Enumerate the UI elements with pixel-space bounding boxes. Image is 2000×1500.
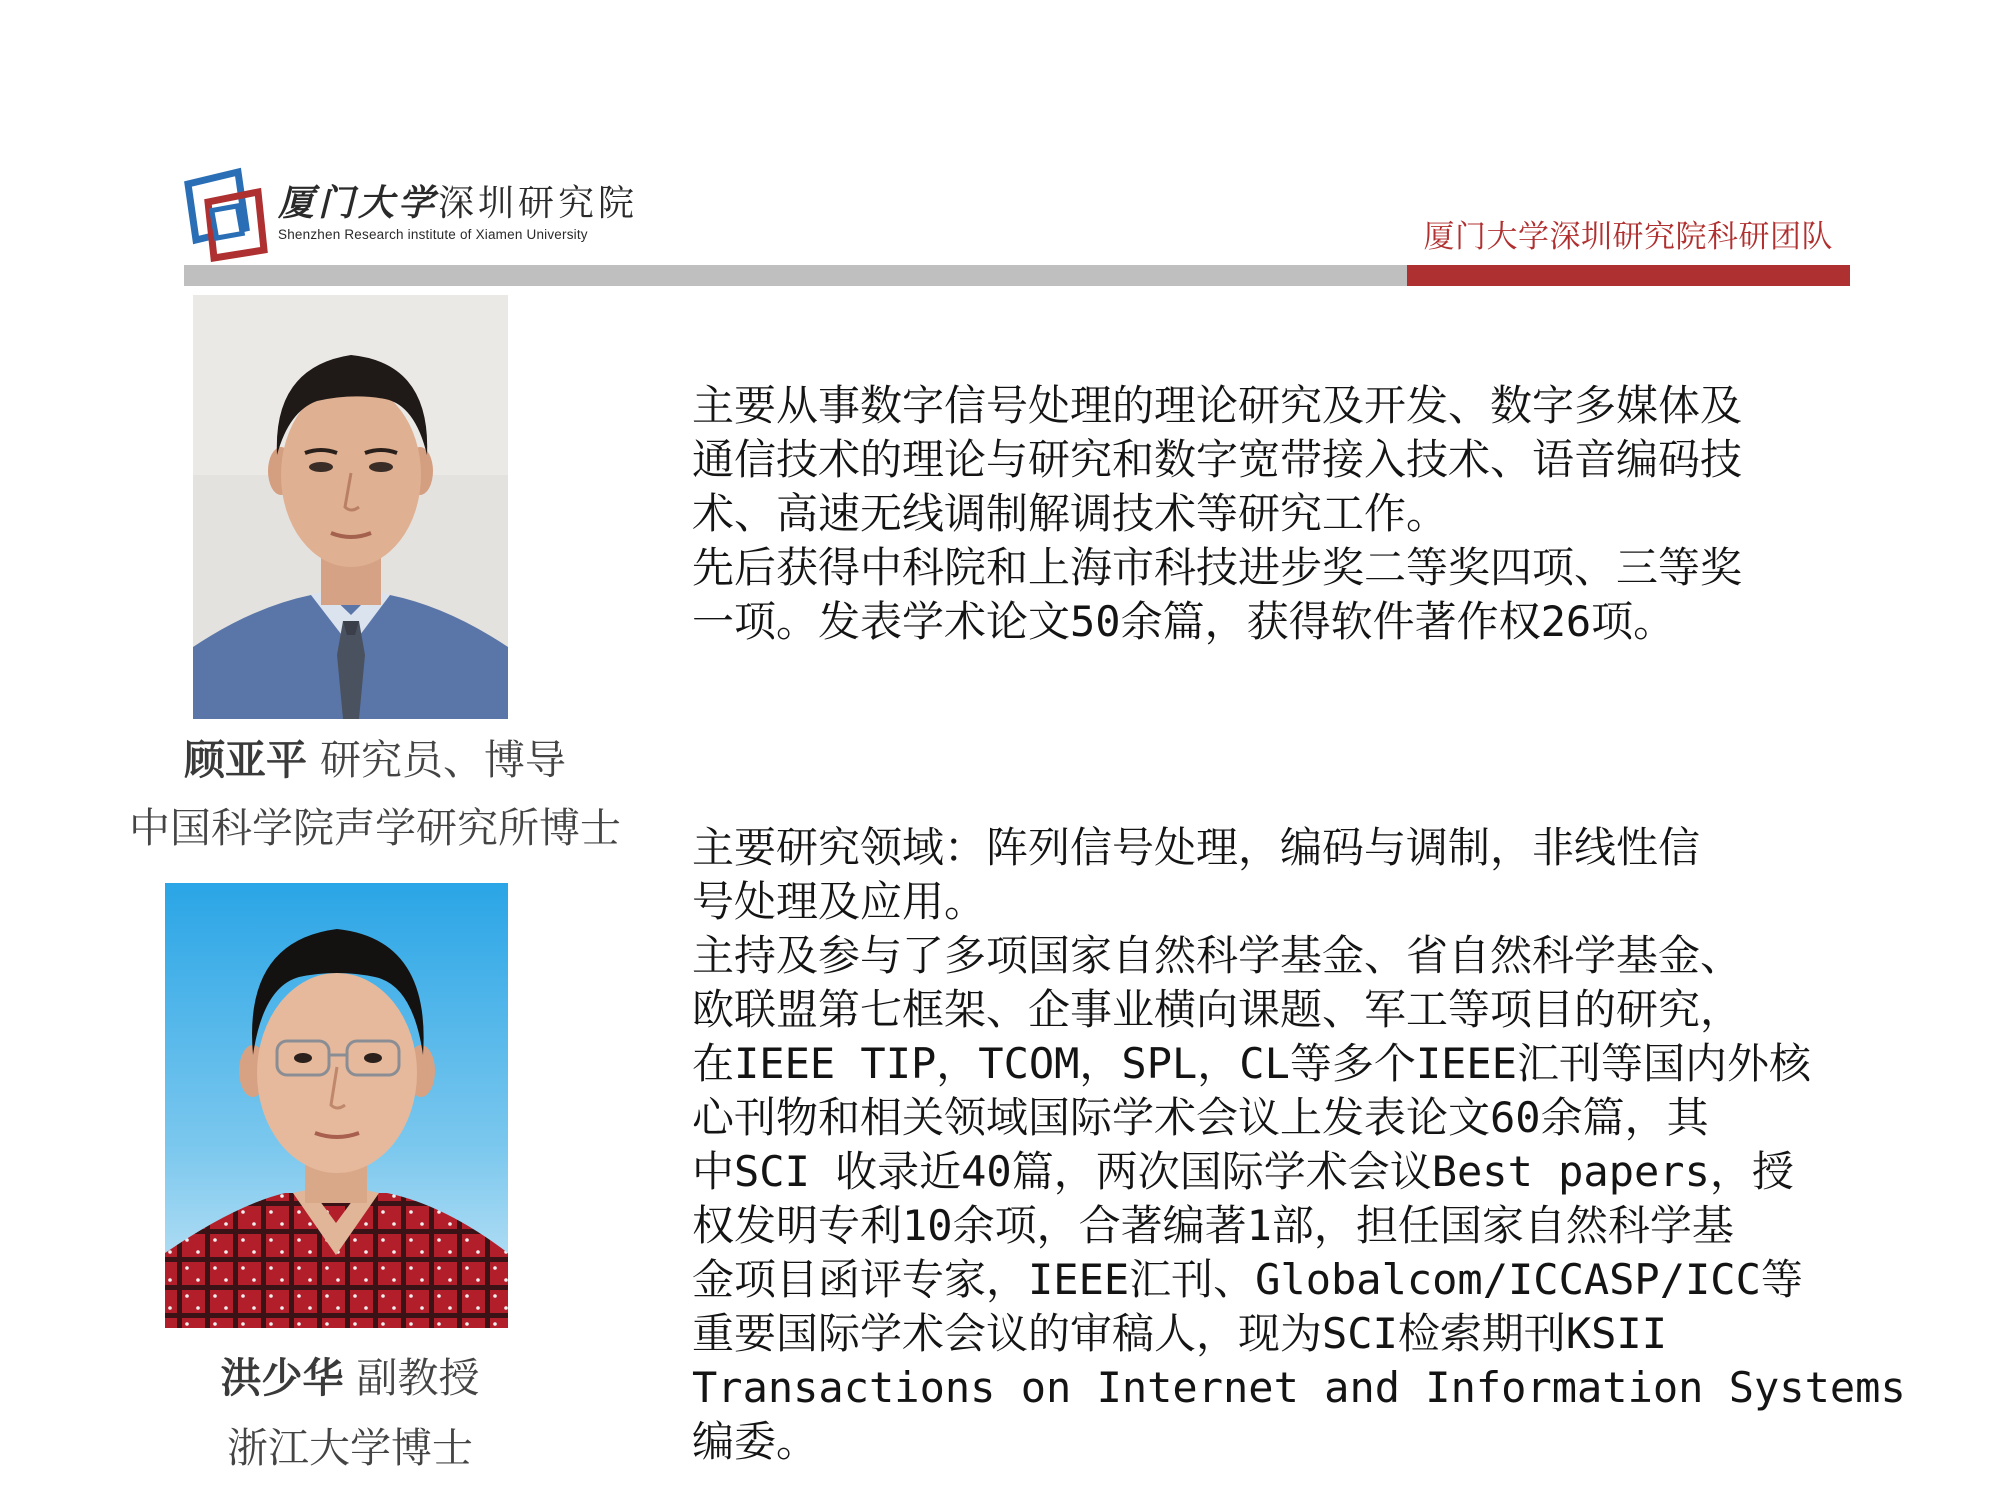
university-logo — [180, 162, 270, 262]
researcher-2-name-line — [150, 1348, 550, 1408]
researcher-2-name: 洪少华 — [220, 1354, 344, 1402]
researcher-1-name: 顾亚平 — [183, 736, 307, 784]
logo-university-name: 厦门大学 — [278, 182, 439, 224]
researcher-2-degree: 浙江大学博士 — [227, 1424, 473, 1472]
researcher-1-photo — [193, 295, 508, 719]
researcher-2-bio — [692, 821, 1906, 1469]
researcher-1-bio — [692, 379, 1852, 649]
bio-line: 号处理及应用。 — [692, 877, 987, 926]
bio-line: 主持及参与了多项国家自然科学基金、省自然科学基金、 — [692, 931, 1743, 980]
bio-line: 通信技术的理论与研究和数字宽带接入技术、语音编码技 — [692, 435, 1743, 484]
bio-line: 欧联盟第七框架、企事业横向课题、军工等项目的研究， — [692, 985, 1743, 1034]
researcher-1-name-line — [95, 730, 655, 790]
researcher-1-degree: 中国科学院声学研究所博士 — [129, 804, 621, 852]
bio-line: 编委。 — [692, 1417, 819, 1466]
header-rule-red — [1407, 265, 1850, 286]
team-title: 厦门大学深圳研究院科研团队 — [1423, 219, 1833, 255]
bio-line: 先后获得中科院和上海市科技进步奖二等奖四项、三等奖 — [692, 543, 1743, 592]
bio-line: 权发明专利10余项，合著编著1部，担任国家自然科学基 — [692, 1201, 1734, 1250]
bio-line: 心刊物和相关领域国际学术会议上发表论文60余篇，其 — [692, 1093, 1709, 1142]
researcher-2-title: 副教授 — [343, 1354, 480, 1402]
researcher-2-photo — [165, 883, 508, 1328]
bio-line: 中SCI 收录近40篇，两次国际学术会议Best papers，授 — [692, 1147, 1794, 1196]
bio-line: 一项。发表学术论文50余篇，获得软件著作权26项。 — [692, 597, 1676, 646]
logo-institute-name: 深圳研究院 — [438, 183, 639, 224]
bio-line: 重要国际学术会议的审稿人，现为SCI检索期刊KSII — [692, 1309, 1668, 1358]
bio-line: 金项目函评专家，IEEE汇刊、Globalcom/ICCASP/ICC等 — [692, 1255, 1803, 1304]
logo-wordmark — [278, 183, 638, 242]
bio-line: 主要从事数字信号处理的理论研究及开发、数字多媒体及 — [692, 381, 1743, 430]
logo-english-name: Shenzhen Research institute of Xiamen University — [278, 227, 588, 242]
researcher-1-title: 研究员、博导 — [306, 736, 567, 784]
bio-line: 术、高速无线调制解调技术等研究工作。 — [692, 489, 1449, 538]
header-rule-grey — [184, 265, 1407, 286]
bio-line: 在IEEE TIP，TCOM，SPL，CL等多个IEEE汇刊等国内外核 — [692, 1039, 1812, 1088]
bio-line: Transactions on Internet and Information Systems — [692, 1363, 1906, 1412]
bio-line: 主要研究领域：阵列信号处理，编码与调制，非线性信 — [692, 823, 1701, 872]
